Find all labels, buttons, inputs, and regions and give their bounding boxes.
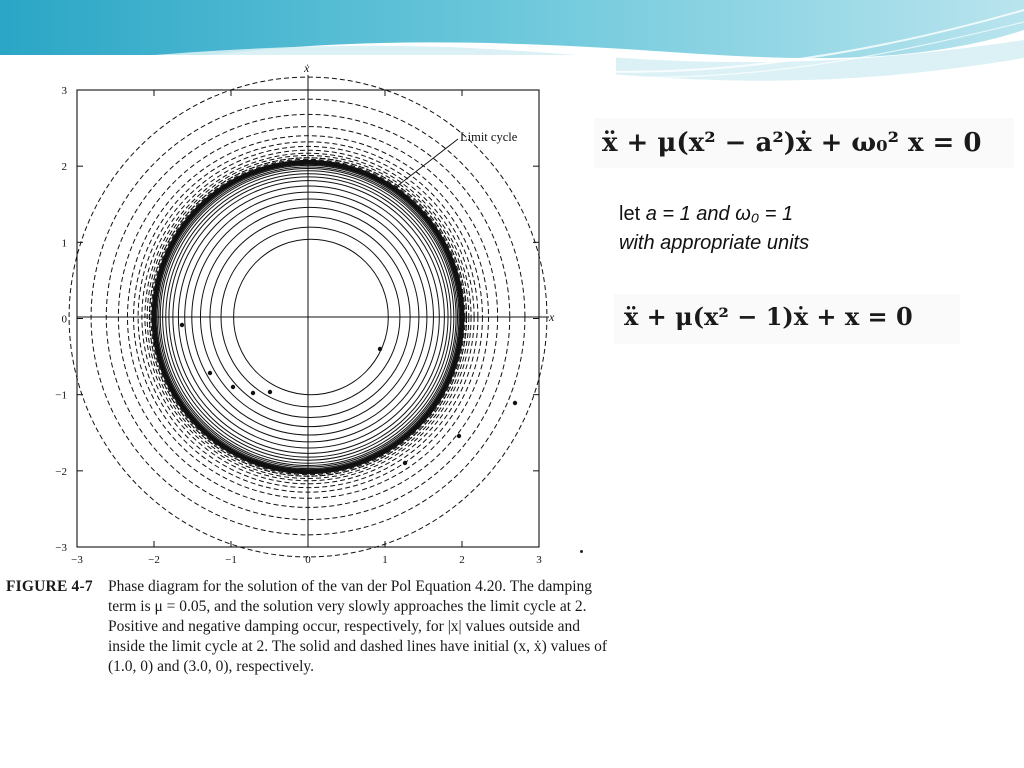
phase-plot bbox=[0, 55, 616, 630]
trajectory-arrow bbox=[268, 390, 272, 394]
note-prefix: let bbox=[619, 203, 646, 225]
y-tick-label: 0 bbox=[61, 313, 67, 326]
y-tick-label: −2 bbox=[55, 465, 67, 478]
caption-text: Phase diagram for the solution of the van der Pol Equation 4.20. The damping term is μ = 0.05, and the solution very slowly approaches the limit cycle at 2. Positive and negative damping occur, respectively, for |x| values outside and inside the limit cycle at 2. The solid and dashed lines have initial (x, ẋ) values of (1.0, 0) and (3.0, 0), respectively. bbox=[108, 578, 608, 675]
caption-label: FIGURE 4-7 bbox=[6, 578, 93, 595]
note-units: with appropriate units bbox=[619, 232, 810, 254]
trajectory-arrow bbox=[403, 461, 407, 465]
trajectory-arrow bbox=[180, 323, 184, 327]
x-tick-label: −1 bbox=[225, 554, 237, 566]
x-tick-label: 2 bbox=[459, 554, 465, 566]
phase-diagram-figure bbox=[0, 55, 616, 768]
annotation-pointer bbox=[396, 139, 458, 187]
trajectory-arrow bbox=[231, 385, 235, 389]
x-tick-label: 3 bbox=[536, 554, 542, 566]
parameter-note bbox=[619, 200, 999, 258]
trajectory-arrow bbox=[457, 434, 461, 438]
y-tick-label: −3 bbox=[55, 542, 67, 554]
y-tick-label: 2 bbox=[61, 161, 67, 174]
van-der-pol-general-equation: ẍ + μ(x² − a²)ẋ + ω₀² x = 0 bbox=[594, 118, 1014, 168]
van-der-pol-simplified-equation: ẍ + μ(x² − 1)ẋ + x = 0 bbox=[614, 294, 960, 344]
trajectory-arrow bbox=[208, 371, 212, 375]
stray-dot bbox=[580, 550, 583, 553]
x-tick-label: −3 bbox=[71, 554, 83, 566]
x-axis-label: x bbox=[549, 310, 555, 324]
note-params: a = 1 and ω₀ = 1 bbox=[645, 203, 794, 225]
limit-cycle-annotation: Limit cycle bbox=[460, 130, 518, 144]
y-axis-label: ẋ bbox=[304, 61, 310, 75]
x-tick-label: 0 bbox=[305, 554, 311, 566]
y-tick-label: 3 bbox=[61, 85, 67, 97]
y-tick-label: −1 bbox=[55, 389, 67, 402]
trajectory-arrow bbox=[378, 347, 382, 351]
x-tick-label: 1 bbox=[382, 554, 388, 566]
trajectory-arrow bbox=[251, 391, 255, 395]
x-tick-label: −2 bbox=[148, 554, 160, 566]
trajectory-arrow bbox=[513, 401, 517, 405]
y-tick-label: 1 bbox=[61, 237, 67, 250]
